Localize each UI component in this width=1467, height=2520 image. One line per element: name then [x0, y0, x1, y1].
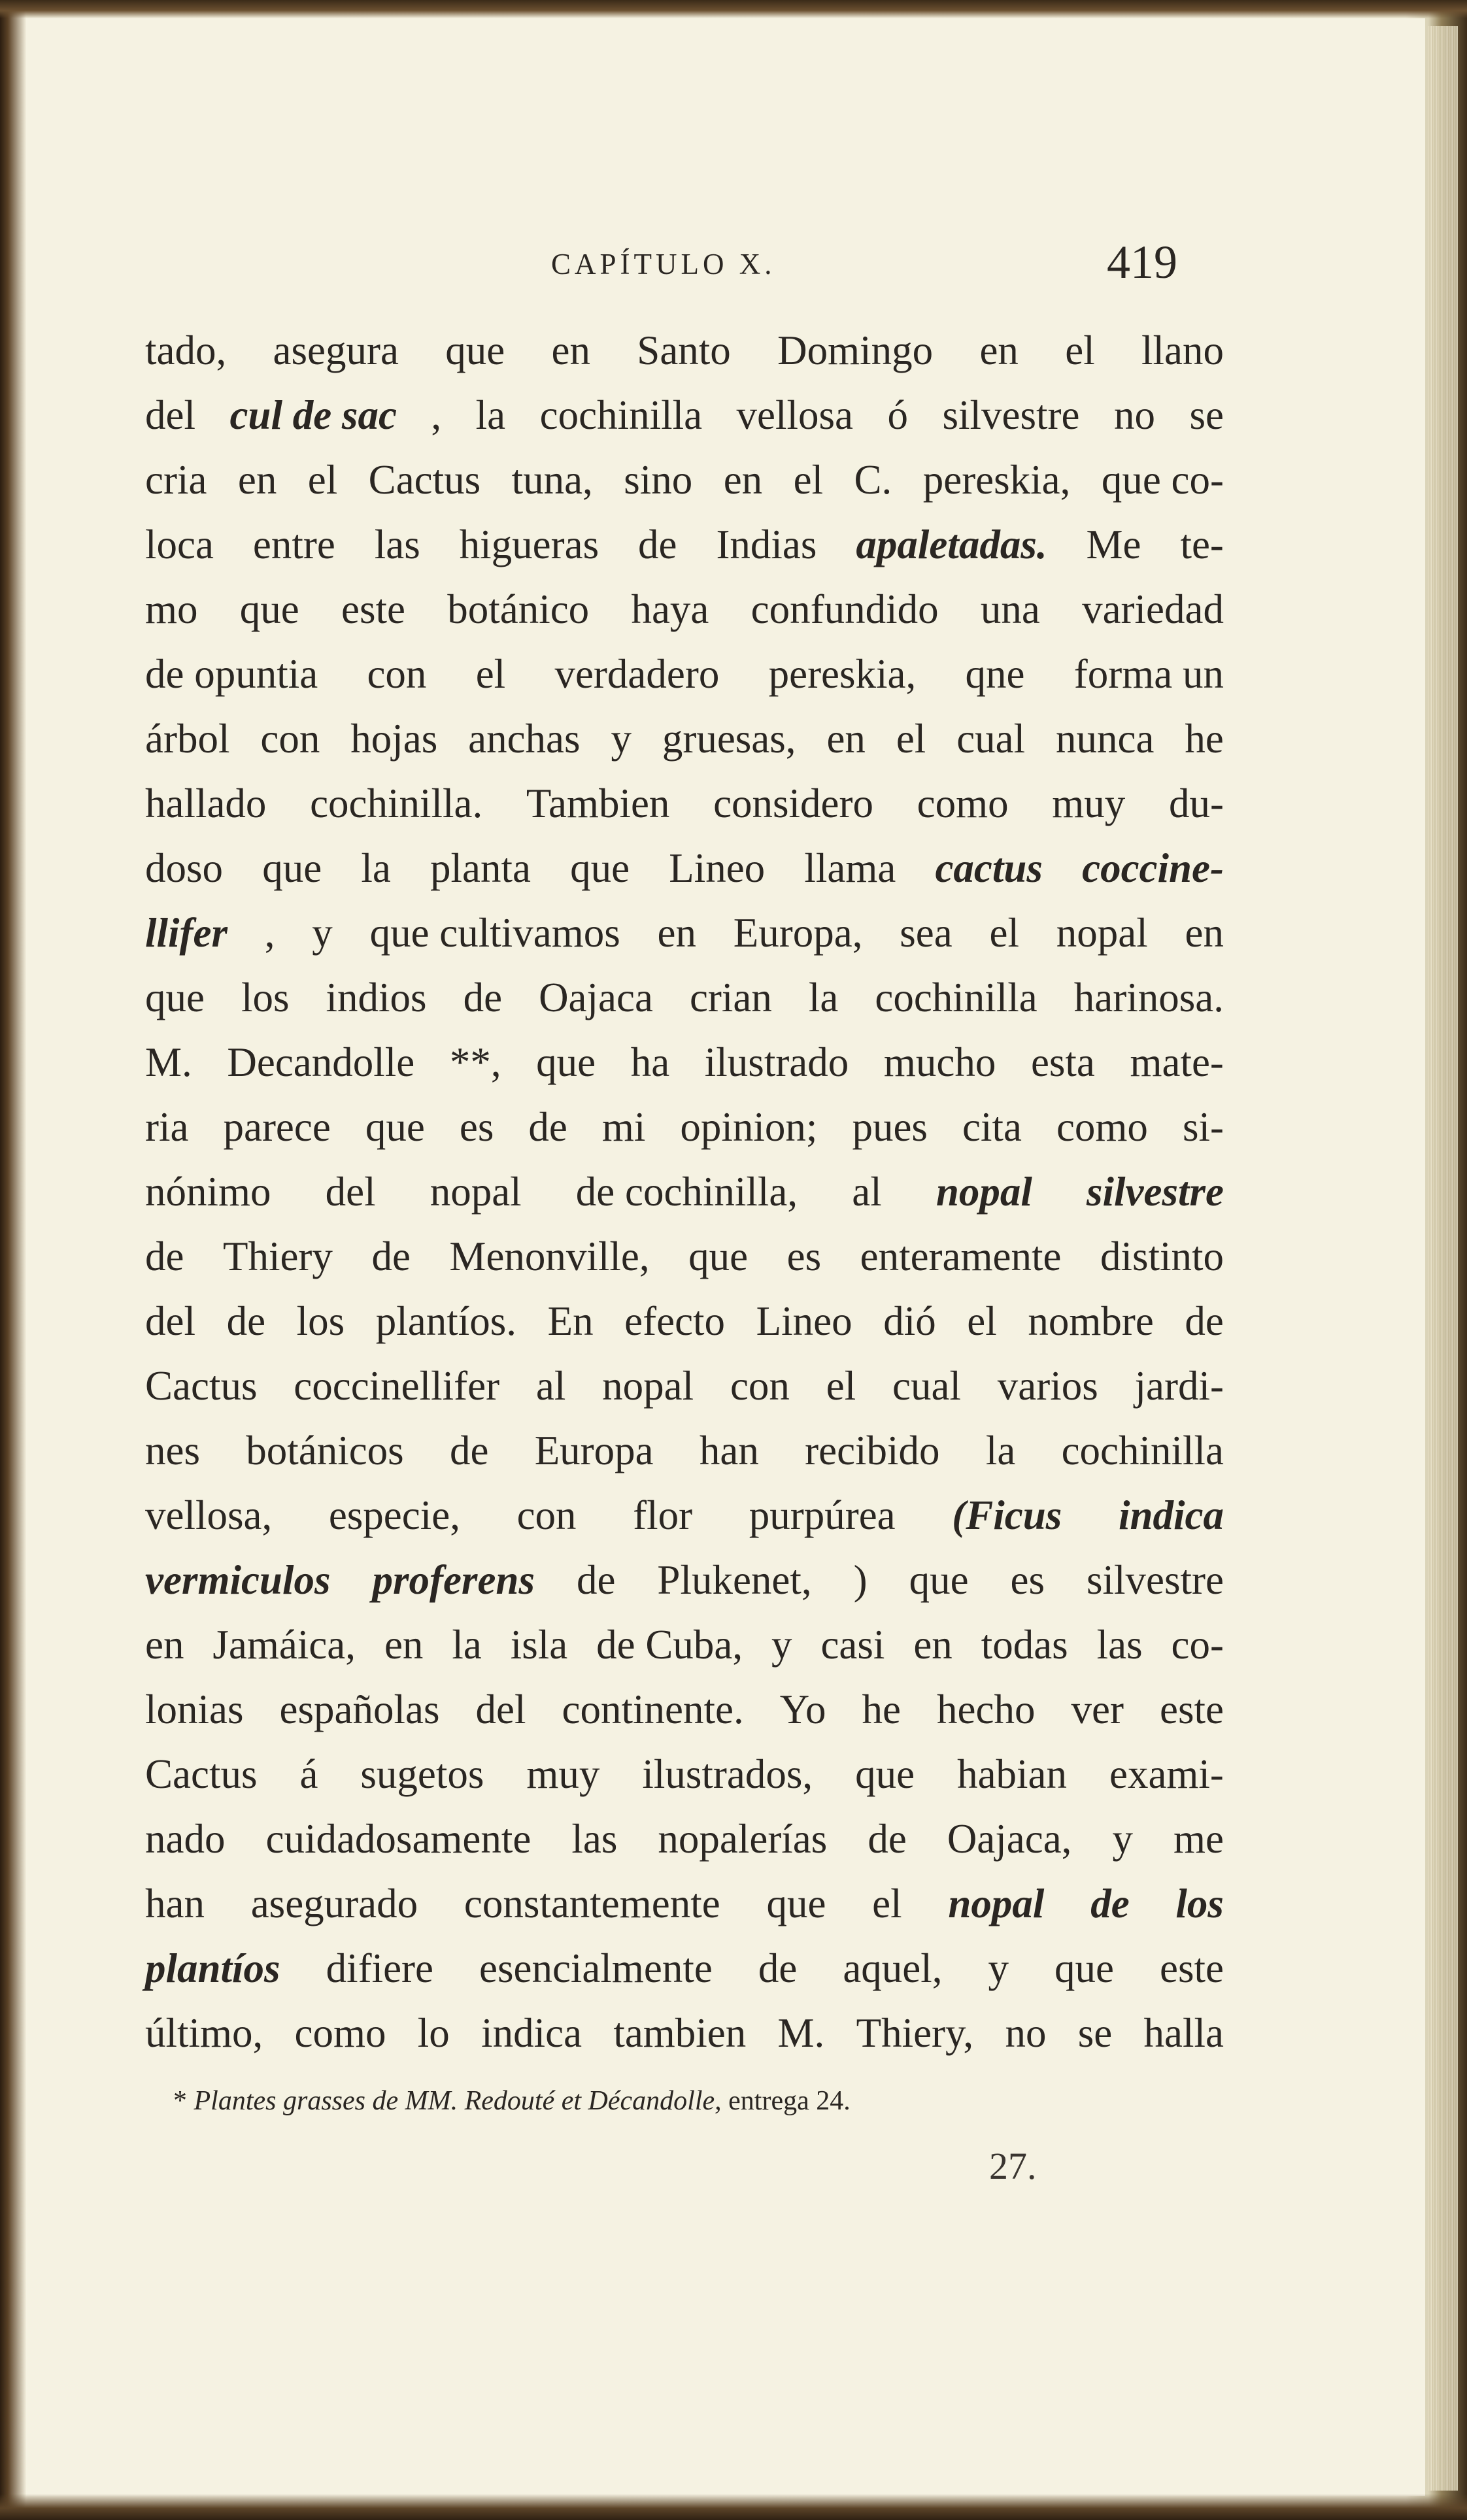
word: que: [570, 845, 630, 891]
word: jardi-: [1134, 1363, 1224, 1409]
word: flor: [633, 1492, 693, 1538]
word: cual: [956, 716, 1026, 762]
word: Cactus: [368, 457, 481, 503]
word: de: [1185, 1298, 1224, 1344]
word: variedad: [1082, 586, 1224, 632]
word: harinosa.: [1073, 975, 1224, 1020]
word: he: [862, 1687, 901, 1732]
text-line: [145, 1936, 1224, 2001]
word: de: [528, 1104, 567, 1150]
word: nopal: [1056, 910, 1148, 956]
word: M.: [145, 1039, 192, 1085]
word: lonias: [145, 1687, 244, 1732]
word: nopalerías: [658, 1816, 828, 1862]
word: cochinilla.: [310, 781, 483, 826]
word: este: [1160, 1945, 1224, 1991]
word: los: [241, 975, 290, 1020]
word: hallado: [145, 781, 267, 826]
word: como: [917, 781, 1009, 826]
text-line: [145, 771, 1224, 836]
word: de: [868, 1816, 907, 1862]
word: botánico: [447, 586, 590, 632]
italic-word: coccine-: [1082, 845, 1224, 891]
word: Oajaca,: [947, 1816, 1072, 1862]
word: de: [638, 522, 677, 567]
word: mi: [601, 1104, 646, 1150]
word: y: [988, 1945, 1009, 1991]
word: hojas: [350, 716, 438, 762]
word: En: [547, 1298, 594, 1344]
word: ): [853, 1557, 868, 1603]
word: Lineo: [669, 845, 766, 891]
word: en: [979, 328, 1019, 373]
word: anchas: [468, 716, 581, 762]
word: pereskia,: [768, 651, 917, 697]
word: y: [771, 1622, 792, 1668]
word: Santo: [637, 328, 731, 373]
word: del: [475, 1687, 526, 1732]
word: que: [262, 845, 322, 891]
text-line: [145, 1548, 1224, 1613]
word: este: [1160, 1687, 1224, 1732]
footnote-marker: *: [173, 2086, 187, 2116]
word: cochinilla: [539, 392, 703, 438]
italic-word: plantíos: [145, 1945, 280, 1991]
word: españolas: [279, 1687, 440, 1732]
word: purpúrea: [749, 1492, 896, 1538]
word: halla: [1143, 2010, 1224, 2056]
footnote: [173, 2085, 851, 2117]
word: de: [449, 1428, 489, 1473]
word: de: [226, 1298, 266, 1344]
text-line: [145, 1354, 1224, 1419]
word: co-: [1171, 1622, 1224, 1668]
word: Indias: [716, 522, 817, 567]
word: nónimo: [145, 1169, 271, 1215]
word: con: [730, 1363, 790, 1409]
word: que: [445, 328, 505, 373]
italic-word: llifer: [145, 910, 228, 956]
footnote-italic-text: Plantes grasses de MM. Redouté et Décandolle,: [194, 2086, 722, 2116]
word: mate-: [1130, 1039, 1224, 1085]
word: vellosa,: [145, 1492, 273, 1538]
word: Europa,: [733, 910, 863, 956]
word: ha: [630, 1039, 670, 1085]
top-edge-shadow: [0, 0, 1467, 18]
word: asegura: [273, 328, 399, 373]
word: el: [1065, 328, 1095, 373]
word: en: [237, 457, 277, 503]
text-line: [145, 512, 1224, 577]
text-line: [145, 1677, 1224, 1742]
word: Menonville,: [449, 1234, 650, 1279]
word: mo: [145, 586, 198, 632]
running-head-chapter: CAPÍTULO X.: [551, 248, 776, 280]
word: y: [611, 716, 632, 762]
word: pues: [852, 1104, 928, 1150]
word: el: [989, 910, 1019, 956]
word: ,: [264, 910, 275, 956]
word: Thiery,: [856, 2010, 974, 2056]
word: el: [826, 1363, 856, 1409]
word: muy: [1052, 781, 1126, 826]
word: que co-: [1101, 457, 1224, 503]
word: árbol: [145, 716, 230, 762]
word: han: [699, 1428, 759, 1473]
word: cria: [145, 457, 207, 503]
word: con: [367, 651, 427, 697]
word: ó: [887, 392, 908, 438]
word: una: [980, 586, 1040, 632]
word: ilustrado: [704, 1039, 849, 1085]
word: de: [371, 1234, 411, 1279]
word: en: [384, 1622, 424, 1668]
word: efecto: [624, 1298, 726, 1344]
word: **,: [449, 1039, 501, 1085]
text-line: [145, 707, 1224, 771]
word: con: [260, 716, 320, 762]
word: Domingo: [777, 328, 934, 373]
word: dió: [883, 1298, 936, 1344]
word: las: [571, 1816, 618, 1862]
word: de: [758, 1945, 798, 1991]
word: del: [325, 1169, 376, 1215]
word: el: [793, 457, 824, 503]
word: y: [1112, 1816, 1133, 1862]
word: de opuntia: [145, 651, 318, 697]
word: enteramente: [860, 1234, 1062, 1279]
word: crian: [689, 975, 772, 1020]
word: isla: [510, 1622, 568, 1668]
word: continente.: [562, 1687, 744, 1732]
word: botánicos: [246, 1428, 404, 1473]
word: no: [1005, 2010, 1047, 2056]
italic-word: nopal: [948, 1881, 1045, 1926]
word: hecho: [937, 1687, 1036, 1732]
word: lo: [417, 2010, 450, 2056]
word: ria: [145, 1104, 189, 1150]
word: tambien: [613, 2010, 747, 2056]
word: que: [1054, 1945, 1114, 1991]
word: y: [312, 910, 333, 956]
word: que: [909, 1557, 969, 1603]
italic-word: vermiculos: [145, 1557, 331, 1603]
text-line: [145, 1807, 1224, 1872]
word: Plukenet,: [657, 1557, 812, 1603]
word: nado: [145, 1816, 226, 1862]
text-line: [145, 642, 1224, 707]
word: el: [307, 457, 338, 503]
word: que: [855, 1751, 915, 1797]
word: en: [1185, 910, 1224, 956]
word: du-: [1168, 781, 1224, 826]
text-line: [145, 1289, 1224, 1354]
fore-edge-leaves: [1428, 26, 1458, 2491]
word: en: [826, 716, 866, 762]
word: la: [452, 1622, 482, 1668]
word: tado,: [145, 328, 227, 373]
word: varios: [997, 1363, 1098, 1409]
word: Lineo: [756, 1298, 852, 1344]
word: Jamáica,: [212, 1622, 356, 1668]
word: exami-: [1109, 1751, 1224, 1797]
text-line: [145, 1095, 1224, 1160]
word: C.: [854, 457, 892, 503]
word: vellosa: [736, 392, 853, 438]
word: del: [145, 392, 195, 438]
word: indios: [326, 975, 427, 1020]
italic-word: (Ficus: [952, 1492, 1062, 1538]
word: cual: [892, 1363, 961, 1409]
word: se: [1189, 392, 1224, 438]
word: llano: [1141, 328, 1224, 373]
word: en: [657, 910, 696, 956]
word: cita: [962, 1104, 1022, 1150]
word: las: [1096, 1622, 1143, 1668]
word: higueras: [459, 522, 599, 567]
word: distinto: [1100, 1234, 1224, 1279]
italic-word: apaletadas.: [856, 522, 1047, 567]
word: en: [551, 328, 590, 373]
text-line: [145, 1160, 1224, 1224]
word: Me: [1086, 522, 1141, 567]
italic-word: nopal: [936, 1169, 1032, 1215]
italic-word: silvestre: [1087, 1169, 1224, 1215]
word: que: [365, 1104, 425, 1150]
word: en: [723, 457, 763, 503]
bottom-edge-shadow: [0, 2494, 1467, 2520]
word: al: [852, 1169, 882, 1215]
italic-word: cactus: [935, 845, 1043, 891]
word: si-: [1182, 1104, 1224, 1150]
text-line: [145, 1872, 1224, 1936]
text-line: [145, 1742, 1224, 1807]
word: tuna,: [511, 457, 593, 503]
text-line: [145, 1613, 1224, 1677]
word: he: [1185, 716, 1224, 762]
word: sea: [900, 910, 953, 956]
word: Yo: [779, 1687, 826, 1732]
word: Decandolle: [227, 1039, 415, 1085]
word: de: [576, 1557, 616, 1603]
word: doso: [145, 845, 224, 891]
word: nopal: [602, 1363, 694, 1409]
word: forma un: [1073, 651, 1224, 697]
text-line: [145, 901, 1224, 966]
word: parece: [223, 1104, 331, 1150]
word: nunca: [1056, 716, 1155, 762]
word: especie,: [328, 1492, 460, 1538]
word: con: [516, 1492, 577, 1538]
word: mucho: [883, 1039, 996, 1085]
word: considero: [713, 781, 874, 826]
word: la: [985, 1428, 1016, 1473]
word: sugetos: [360, 1751, 484, 1797]
word: qne: [965, 651, 1025, 697]
word: de: [145, 1234, 184, 1279]
word: entre: [252, 522, 335, 567]
word: Oajaca: [539, 975, 653, 1020]
word: casi: [820, 1622, 885, 1668]
italic-word: los: [1175, 1881, 1224, 1926]
word: constantemente: [464, 1881, 720, 1926]
word: no: [1113, 392, 1155, 438]
word: como: [294, 2010, 386, 2056]
word: cochinilla: [1061, 1428, 1224, 1473]
text-line: [145, 1030, 1224, 1095]
word: del: [145, 1298, 195, 1344]
word: haya: [631, 586, 709, 632]
word: en: [913, 1622, 953, 1668]
word: nombre: [1028, 1298, 1154, 1344]
word: Thiery: [222, 1234, 333, 1279]
italic-word: proferens: [372, 1557, 535, 1603]
word: de cochinilla,: [575, 1169, 798, 1215]
word: la: [361, 845, 391, 891]
word: el: [967, 1298, 997, 1344]
word: esta: [1030, 1039, 1095, 1085]
word: te-: [1180, 522, 1224, 567]
italic-word: de: [1090, 1881, 1130, 1926]
word: silvestre: [1087, 1557, 1224, 1603]
word: en: [145, 1622, 184, 1668]
text-line: [145, 1483, 1224, 1548]
word: que: [766, 1881, 826, 1926]
word: que: [536, 1039, 596, 1085]
word: asegurado: [250, 1881, 418, 1926]
word: Europa: [534, 1428, 654, 1473]
text-line: [145, 1224, 1224, 1289]
text-line: [145, 318, 1224, 383]
word: gruesas,: [662, 716, 796, 762]
italic-word: indica: [1118, 1492, 1224, 1538]
word: es: [459, 1104, 494, 1150]
word: los: [296, 1298, 345, 1344]
text-line: [145, 383, 1224, 448]
word: pereskia,: [922, 457, 1071, 503]
word: plantíos.: [375, 1298, 516, 1344]
word: aquel,: [843, 1945, 943, 1991]
word: el: [872, 1881, 902, 1926]
word: nopal: [430, 1169, 522, 1215]
word: muy: [526, 1751, 600, 1797]
signature-mark: 27.: [989, 2145, 1037, 2187]
text-line: [145, 577, 1224, 642]
text-line: [145, 836, 1224, 901]
word: las: [374, 522, 420, 567]
word: M.: [777, 2010, 825, 2056]
word: que: [239, 586, 299, 632]
word: es: [1010, 1557, 1045, 1603]
word: que: [688, 1234, 749, 1279]
word: ver: [1071, 1687, 1124, 1732]
word: Tambien: [526, 781, 670, 826]
word: difiere: [326, 1945, 433, 1991]
text-line: [145, 1419, 1224, 1483]
word: último,: [145, 2010, 263, 2056]
text-line: [145, 2001, 1224, 2066]
word: nes: [145, 1428, 200, 1473]
word: la: [808, 975, 839, 1020]
word: coccinellifer: [294, 1363, 500, 1409]
word: es: [786, 1234, 822, 1279]
word: de Cuba,: [596, 1622, 743, 1668]
word: me: [1173, 1816, 1224, 1862]
word: cochinilla: [875, 975, 1037, 1020]
word: se: [1077, 2010, 1113, 2056]
word: el: [475, 651, 506, 697]
word: al: [535, 1363, 566, 1409]
body-text: [145, 318, 1224, 2066]
word: ilustrados,: [642, 1751, 813, 1797]
word: indica: [481, 2010, 582, 2056]
footnote-text: entrega 24.: [728, 2086, 851, 2116]
word: este: [341, 586, 405, 632]
word: como: [1056, 1104, 1148, 1150]
word: de: [463, 975, 503, 1020]
word: ,: [431, 392, 442, 438]
word: loca: [145, 522, 214, 567]
word: recibido: [805, 1428, 940, 1473]
text-line: [145, 448, 1224, 512]
page-number: 419: [1107, 236, 1177, 288]
word: han: [145, 1881, 205, 1926]
word: esencialmente: [479, 1945, 713, 1991]
italic-word: cul de sac: [229, 392, 397, 438]
word: el: [896, 716, 926, 762]
word: planta: [430, 845, 531, 891]
word: la: [475, 392, 506, 438]
word: habian: [957, 1751, 1068, 1797]
word: verdadero: [554, 651, 720, 697]
word: llama: [804, 845, 896, 891]
word: sino: [624, 457, 693, 503]
text-line: [145, 966, 1224, 1030]
word: Cactus: [145, 1751, 258, 1797]
word: confundido: [750, 586, 939, 632]
word: cuidadosamente: [265, 1816, 531, 1862]
word: todas: [981, 1622, 1068, 1668]
word: opinion;: [680, 1104, 818, 1150]
word: á: [299, 1751, 318, 1797]
word: silvestre: [942, 392, 1080, 438]
word: Cactus: [145, 1363, 258, 1409]
word: que: [145, 975, 205, 1020]
word: que cultivamos: [369, 910, 620, 956]
